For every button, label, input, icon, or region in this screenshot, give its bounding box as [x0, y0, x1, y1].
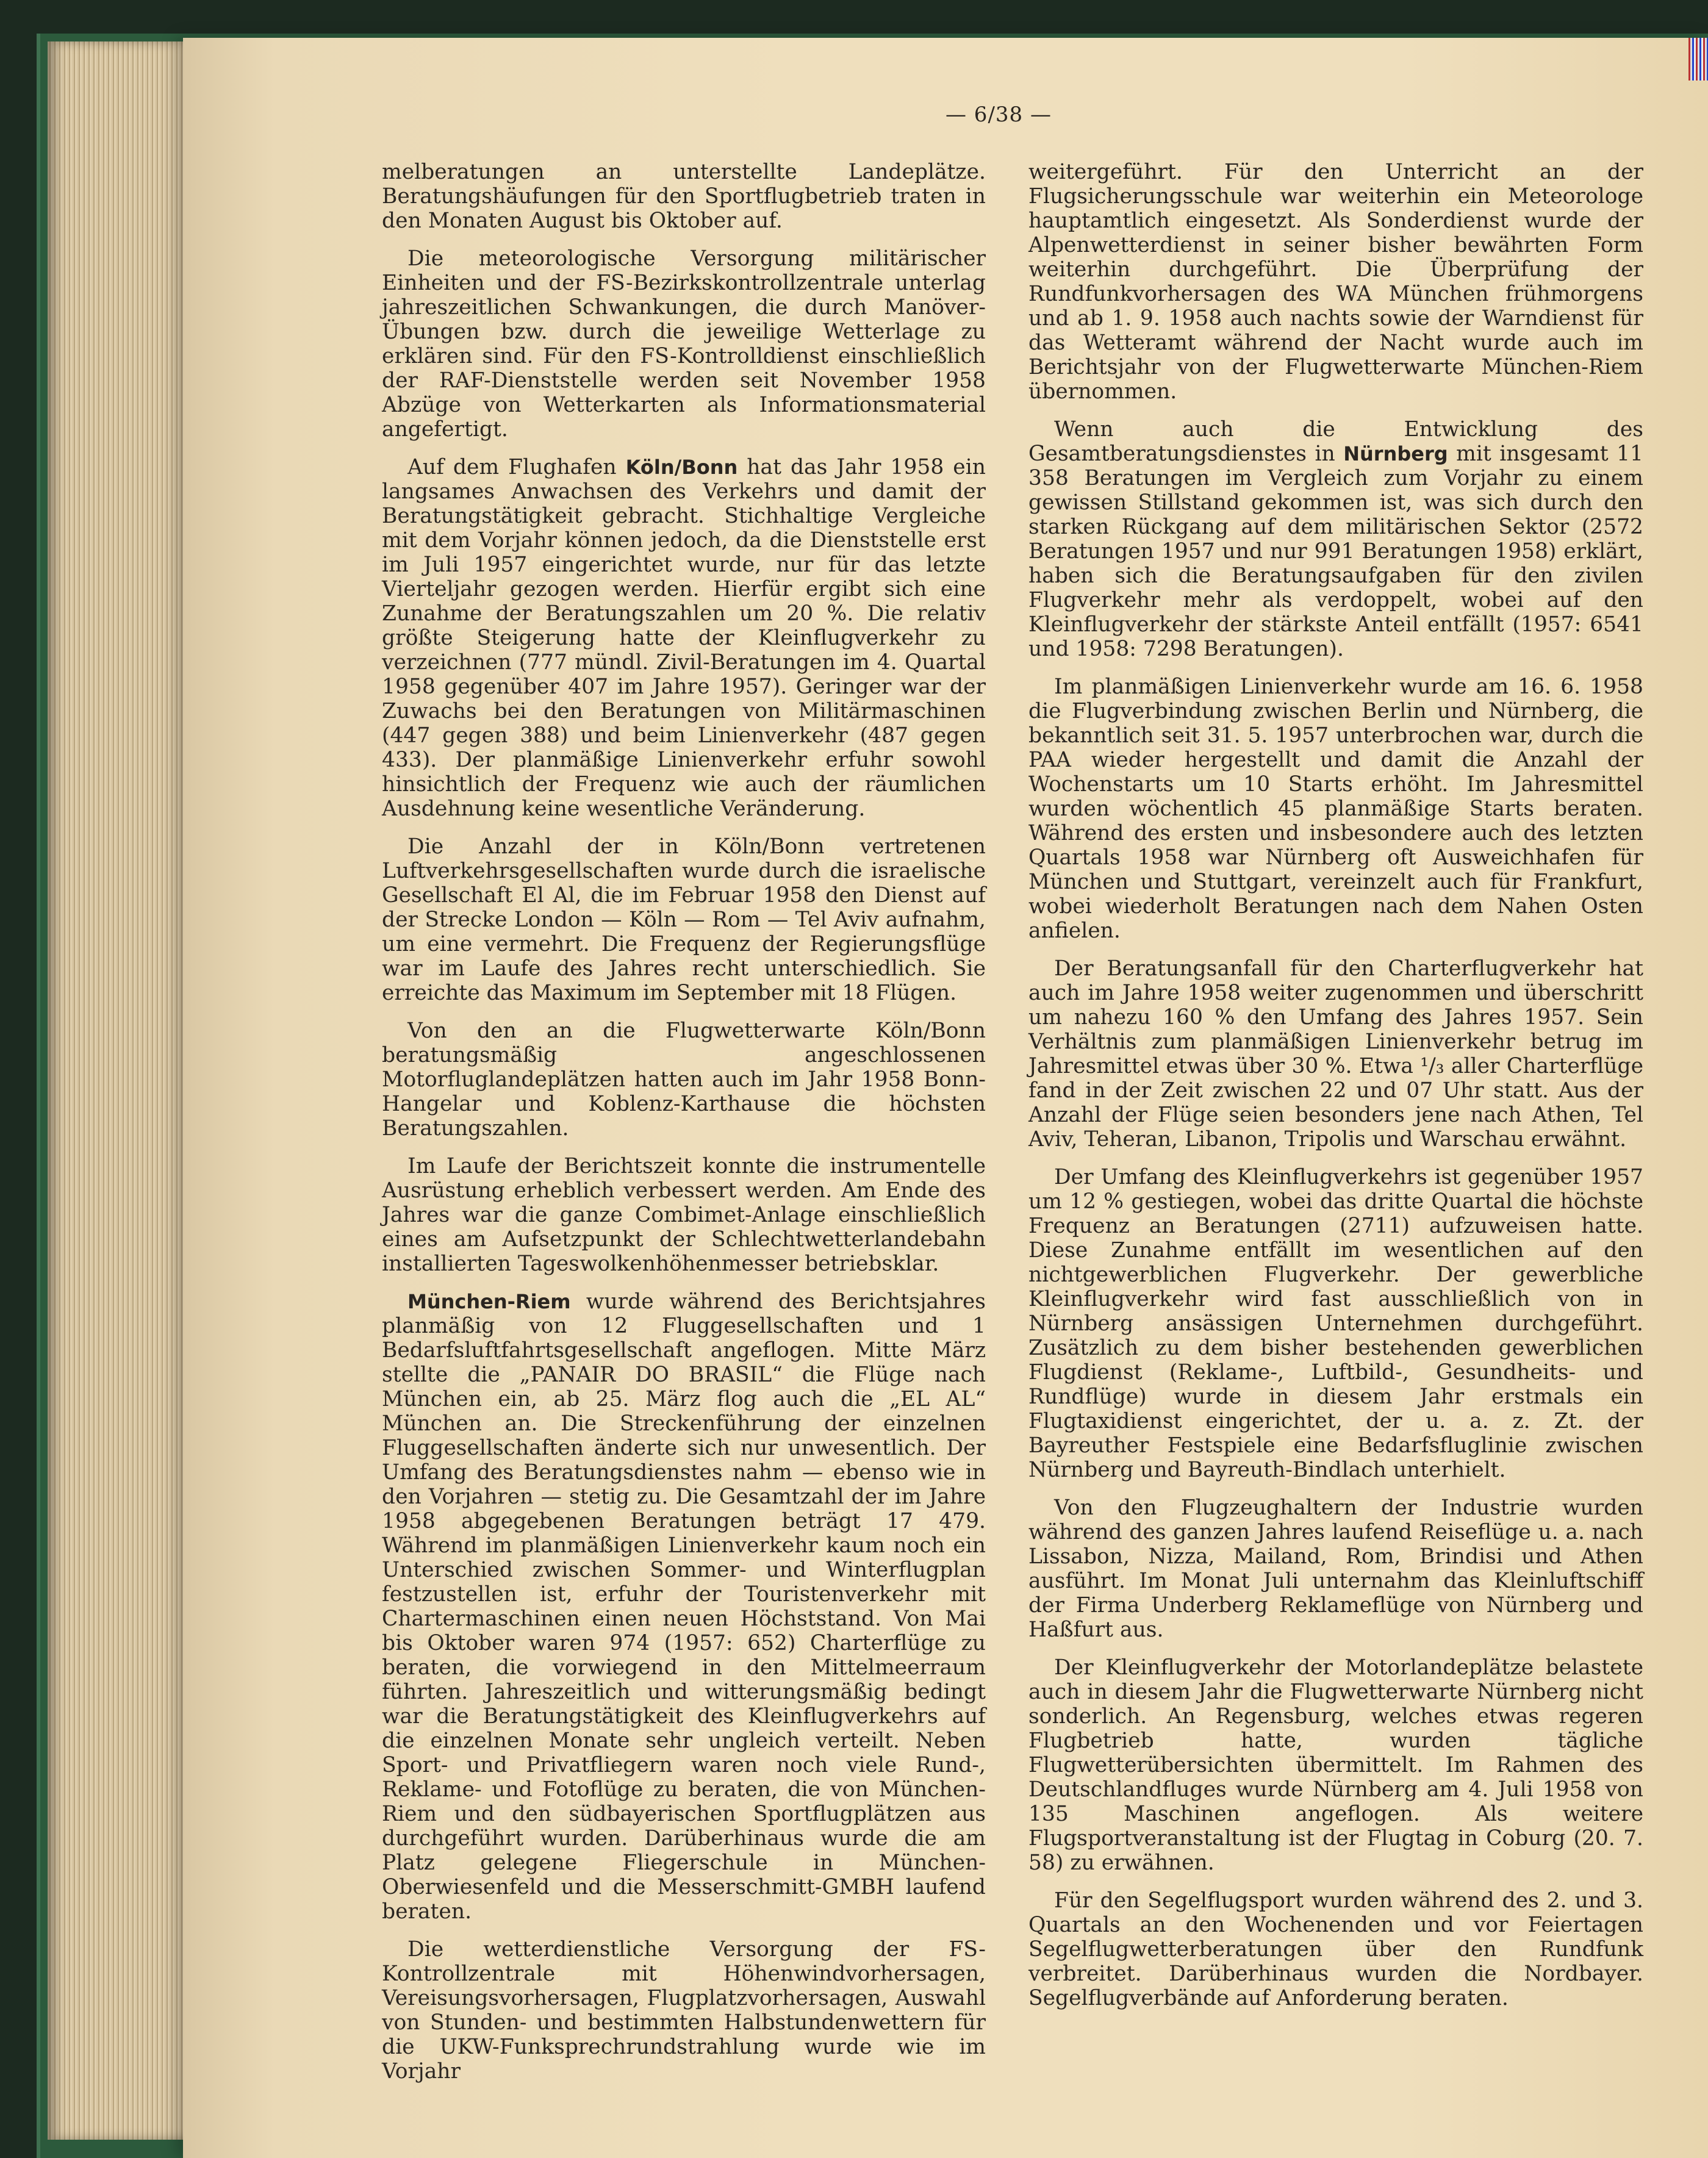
paragraph: Im planmäßigen Linienverkehr wurde am 16. 6. 1958 die Flugverbindung zwischen Berlin und Nürnberg, die bekanntlich seit 31. 5. 1957 unterbrochen war, durch die PAA wieder hergestellt und damit die Anzahl der Wochenstarts um 10 Starts erhöht. Im Jahresmittel wurden wöchentlich 45 planmäßige Starts beraten. Während des ersten und insbesondere auch des letzten Quartals 1958 war Nürnberg oft Ausweichhafen für München und Stuttgart, vereinzelt auch für Frankfurt, wobei wiederholt Beratungen nach dem Nahen Osten anfielen. [1028, 675, 1643, 943]
location-heading: Köln/Bonn [625, 456, 738, 479]
paragraph: Auf dem Flughafen Köln/Bonn hat das Jahr 1958 ein langsames Anwachsen des Verkehrs und damit der Beratungstätigkeit gebracht. Stichhaltige Vergleiche mit dem Vorjahr können jedoch, da die Dienststelle erst im Juli 1957 eingerichtet wurde, nur für das letzte Vierteljahr gezogen werden. Hierfür ergibt sich eine Zunahme der Beratungszahlen um 20 %. Die relativ größte Steigerung hatte der Kleinflugverkehr zu verzeichnen (777 mündl. Zivil-Beratungen im 4. Quartal 1958 gegenüber 407 im Jahre 1957). Geringer war der Zuwachs bei den Beratungen von Militärmaschinen (447 gegen 388) und beim Linienverkehr (487 gegen 433). Der planmäßige Linienverkehr erfuhr sowohl hinsichtlich der Frequenz wie auch der räumlichen Ausdehnung keine wesentliche Veränderung. [382, 455, 986, 821]
paragraph: Für den Segelflugsport wurden während des 2. und 3. Quartals an den Wochenenden und vor Feiertagen Segelflugwetterberatungen über den Rundfunk verbreitet. Darüberhinaus wurden die Nordbayer. Segelflugverbände auf Anforderung beraten. [1028, 1888, 1643, 2010]
right-column [1028, 160, 1643, 2024]
paragraph: Der Kleinflugverkehr der Motorlandeplätze belastete auch in diesem Jahr die Flugwetterwarte Nürnberg nicht sonderlich. An Regensburg, welches etwas regeren Flugbetrieb hatte, wurden tägliche Flugwetterübersichten übermittelt. Im Rahmen des Deutschlandfluges wurde Nürnberg am 4. Juli 1958 von 135 Maschinen angeflogen. Als weitere Flugsportveranstaltung ist der Flugtag in Coburg (20. 7. 58) zu erwähnen. [1028, 1655, 1643, 1875]
paragraph: Im Laufe der Berichtszeit konnte die instrumentelle Ausrüstung erheblich verbessert werden. Am Ende des Jahres war die ganze Combimet-Anlage einschließlich eines am Aufsetzpunkt der Schlechtwetterlandebahn installierten Tageswolkenhöhenmesser betriebsklar. [382, 1154, 986, 1276]
paragraph: weitergeführt. Für den Unterricht an der Flugsicherungsschule war weiterhin ein Meteorologe hauptamtlich eingesetzt. Als Sonderdienst wurde der Alpenwetterdienst in seiner bisher bewährten Form weiterhin durchgeführt. Die Überprüfung der Rundfunkvorhersagen des WA München frühmorgens und ab 1. 9. 1958 auch nachts sowie der Warndienst für das Wetteramt während der Nacht wurde auch im Berichtsjahr von der Flugwetterwarte München-Riem übernommen. [1028, 160, 1643, 404]
paragraph: München-Riem wurde während des Berichtsjahres planmäßig von 12 Fluggesellschaften und 1 Bedarfsluftfahrtsgesellschaft angeflogen. Mitte März stellte die „PANAIR DO BRASIL“ die Flüge nach München ein, ab 25. März flog auch die „EL AL“ München an. Die Streckenführung der einzelnen Fluggesellschaften änderte sich nur unwesentlich. Der Umfang des Beratungsdienstes nahm — ebenso wie in den Vorjahren — stetig zu. Die Gesamtzahl der im Jahre 1958 abgegebenen Beratungen beträgt 17 479. Während im planmäßigen Linienverkehr kaum noch ein Unterschied zwischen Sommer- und Winterflugplan festzustellen ist, erfuhr der Touristenverkehr mit Chartermaschinen einen neuen Höchststand. Von Mai bis Oktober waren 974 (1957: 652) Charterflüge zu beraten, die vorwiegend in den Mittelmeerraum führten. Jahreszeitlich und witterungsmäßig bedingt war die Beratungstätigkeit des Kleinflugverkehrs auf die einzelnen Monate sehr ungleich verteilt. Neben Sport- und Privatfliegern waren noch viele Rund-, Reklame- und Fotoflüge zu beraten, die von München-Riem und den südbayerischen Sportflugplätzen aus durchgeführt wurden. Darüberhinaus wurde die am Platz gelegene Fliegerschule in München-Oberwiesenfeld und die Messerschmitt-GMBH laufend beraten. [382, 1289, 986, 1924]
color-calibration-strip [1688, 38, 1708, 81]
paragraph: Von den an die Flugwetterwarte Köln/Bonn beratungsmäßig angeschlossenen Motorfluglandeplätzen hatten auch im Jahr 1958 Bonn-Hangelar und Koblenz-Karthause die höchsten Beratungszahlen. [382, 1019, 986, 1141]
paragraph: Von den Flugzeughaltern der Industrie wurden während des ganzen Jahres laufend Reiseflüge u. a. nach Lissabon, Nizza, Mailand, Rom, Brindisi und Athen ausführt. Im Monat Juli unternahm das Kleinluftschiff der Firma Underberg Reklameflüge von Nürnberg und Haßfurt aus. [1028, 1496, 1643, 1642]
paragraph: Der Umfang des Kleinflugverkehrs ist gegenüber 1957 um 12 % gestiegen, wobei das dritte Quartal die höchste Frequenz an Beratungen (2711) aufzuweisen hatte. Diese Zunahme entfällt im wesentlichen auf den nichtgewerblichen Flugverkehr. Der gewerbliche Kleinflugverkehr wird fast ausschließlich von in Nürnberg ansässigen Unternehmen durchgeführt. Zusätzlich zu dem bisher bestehenden gewerblichen Flugdienst (Reklame-, Luftbild-, Gesundheits- und Rundflüge) wurde in diesem Jahr erstmals ein Flugtaxidienst eingerichtet, der u. a. z. Zt. der Bayreuther Festspiele eine Bedarfsfluglinie zwischen Nürnberg und Bayreuth-Bindlach unterhielt. [1028, 1165, 1643, 1482]
paragraph: Der Beratungsanfall für den Charterflugverkehr hat auch im Jahre 1958 weiter zugenommen und überschritt um nahezu 160 % den Umfang des Jahres 1957. Sein Verhältnis zum planmäßigen Linienverkehr betrug im Jahresmittel etwas über 30 %. Etwa ¹/₃ aller Charterflüge fand in der Zeit zwischen 22 und 07 Uhr statt. Aus der Anzahl der Flüge seien besonders jene nach Athen, Tel Aviv, Teheran, Libanon, Tripolis und Warschau erwähnt. [1028, 956, 1643, 1152]
paragraph: melberatungen an unterstellte Landeplätze. Beratungshäufungen für den Sportflugbetrieb traten in den Monaten August bis Oktober auf. [382, 160, 986, 233]
left-column [382, 160, 986, 2097]
paragraph: Die Anzahl der in Köln/Bonn vertretenen Luftverkehrsgesellschaften wurde durch die israelische Gesellschaft El Al, die im Februar 1958 den Dienst auf der Strecke London — Köln — Rom — Tel Aviv aufnahm, um eine vermehrt. Die Frequenz der Regierungsflüge war im Laufe des Jahres recht unterschiedlich. Sie erreichte das Maximum im September mit 18 Flügen. [382, 834, 986, 1005]
paragraph: Die wetterdienstliche Versorgung der FS-Kontrollzentrale mit Höhenwindvorhersagen, Vereisungsvorhersagen, Flugplatzvorhersagen, Auswahl von Stunden- und bestimmten Halbstundenwettern für die UKW-Funksprechrundstrahlung wurde wie im Vorjahr [382, 1937, 986, 2084]
location-heading: München-Riem [407, 1290, 571, 1313]
page-number: — 6/38 — [946, 102, 1052, 127]
location-heading: Nürnberg [1343, 442, 1448, 465]
paragraph: Wenn auch die Entwicklung des Gesamtberatungsdienstes in Nürnberg mit insgesamt 11 358 Beratungen im Vergleich zum Vorjahr zu einem gewissen Stillstand gekommen ist, was sich durch den starken Rückgang auf dem militärischen Sektor (2572 Beratungen 1957 und nur 991 Beratungen 1958) erklärt, haben sich die Beratungsaufgaben für den zivilen Flugverkehr mehr als verdoppelt, wobei auf den Kleinflugverkehr der stärkste Anteil entfällt (1957: 6541 und 1958: 7298 Beratungen). [1028, 417, 1643, 661]
paragraph: Die meteorologische Versorgung militärischer Einheiten und der FS-Bezirkskontrollzentrale unterlag jahreszeitlichen Schwankungen, die durch Manöver-Übungen bzw. durch die jeweilige Wetterlage zu erklären sind. Für den FS-Kontrolldienst einschließlich der RAF-Dienststelle werden seit November 1958 Abzüge von Wetterkarten als Informationsmaterial angefertigt. [382, 246, 986, 442]
